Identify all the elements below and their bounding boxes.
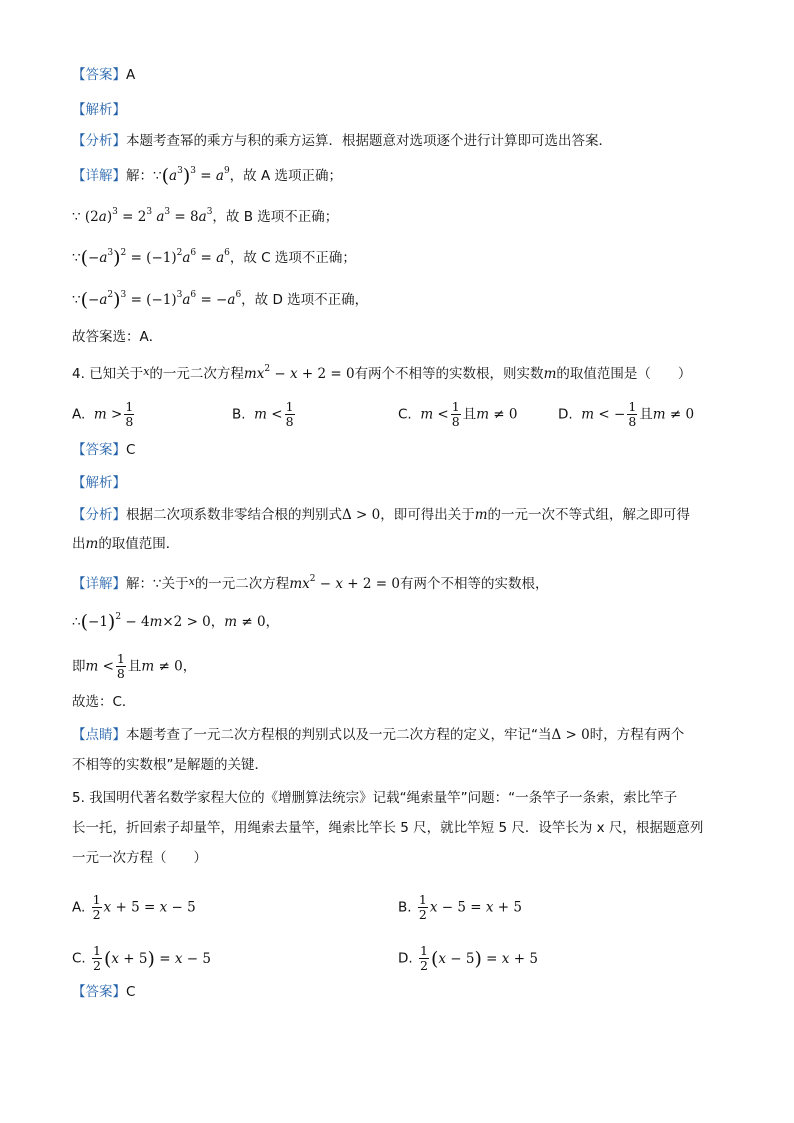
q4-step3: 即m < $\frac{1}{8}$ 且m ≠ 0， (72, 651, 197, 681)
stem-text: 一元一次方程（ ） (72, 850, 207, 866)
answer-tag: 【答案】 (72, 442, 126, 458)
q5-stem-line2 (72, 818, 703, 838)
q3-step-c (72, 248, 356, 268)
option-label: C. (72, 950, 86, 967)
q3-step-b (72, 207, 338, 227)
q3-conclusion (72, 327, 162, 347)
discriminant-formula: $\therefore(-1)^2 - 4m\times 2 > 0$，m ≠ 0 (72, 611, 266, 633)
q4-step2 (72, 612, 279, 632)
dianjing-text: 时，方程有两个 (589, 727, 685, 743)
fenxi-text: 的一元一次不等式组，解之即可得 (487, 507, 691, 523)
q4-option-b[interactable]: B. m < $\frac{1}{8}$ (232, 399, 294, 429)
option-label: A. (72, 406, 86, 423)
qie-text: 且 (462, 406, 477, 423)
stem-text: 长一托，折回索子却量竿，用绳索去量竿，绳索比竿长 5 尺，就比竿短 5 尺．设竿长为 x 尺，根据题意列 (72, 820, 704, 836)
answer-tag: 【答案】 (72, 984, 126, 1000)
step-b-text: ，故 B 选项不正确； (212, 209, 339, 225)
xiangjie-text: 有两个不相等的实数根， (399, 576, 549, 592)
analysis-tag: 【解析】 (72, 475, 126, 491)
qie-text: 且 (127, 658, 142, 675)
dianjing-tag: 【点睛】 (72, 727, 126, 743)
option-label: D. (398, 950, 413, 967)
formula-d: $\because(-a^2)^3 = (-1)^3a^6 = -a^6$ (72, 289, 242, 311)
question-number: 4. (72, 366, 85, 382)
q3-step-d (72, 290, 368, 310)
fenxi-tag: 【分析】 (72, 507, 126, 523)
q3-answer-line (72, 65, 135, 85)
dianjing-text: 不相等的实数根”是解题的关键． (72, 757, 268, 773)
q4-conclusion (72, 692, 135, 712)
step-lead: 即 (72, 658, 86, 675)
q4-dianjing-line2 (72, 755, 268, 775)
equation: $mx^2 - x + 2 = 0$ (243, 364, 355, 382)
option-label: D. (558, 406, 573, 423)
conclusion-text: 故答案选：A． (72, 329, 163, 345)
stem-text: 我国明代著名数学家程大位的《增删算法统宗》记载“绳索量竿”问题：“一条竿子一条索，索比竿子 (89, 790, 678, 806)
fenxi-text: 本题考查幂的乘方与积的乘方运算．根据题意对选项逐个进行计算即可选出答案． (126, 133, 612, 149)
xiangjie-lead: 解： (126, 168, 153, 184)
q5-stem-line3 (72, 848, 207, 868)
stem-part: 已知关于 (89, 366, 144, 382)
q5-option-a[interactable]: A. $\frac{1}{2}$ x + 5 = x − 5 (72, 892, 196, 922)
analysis-tag: 【解析】 (72, 102, 126, 118)
conclusion-text: 故选：C． (72, 694, 136, 710)
step-c-text: ，故 C 选项不正确； (229, 250, 356, 266)
q4-xiangjie-line: 【详解】解：∵关于$^x$的一元二次方程$mx^2 - x + 2 = 0$有两个不相等的实数根， (72, 574, 549, 592)
option-label: A. (72, 899, 86, 916)
q4-fenxi-line2: 出m的取值范围． (72, 536, 180, 552)
q4-option-c[interactable]: C. m < $\frac{1}{8}$ 且m ≠ 0 (398, 399, 518, 429)
formula-a: $\because(a^3)^3 = a^9$ (153, 165, 230, 187)
formula-b: ∵ $(2a)^3 = 2^3$ $a^3 = 8a^3$ (72, 207, 213, 225)
formula-c: $\because(-a^3)^2 = (-1)^2a^6 = a^6$ (72, 247, 230, 269)
stem-part: 的取值范围是（ ） (556, 366, 692, 382)
fenxi-text: 的取值范围． (98, 536, 180, 552)
option-label: B. (232, 406, 246, 423)
step-a-text: ，故 A 选项正确； (229, 168, 342, 184)
option-label: B. (398, 899, 412, 916)
xiangjie-tag: 【详解】 (72, 168, 126, 184)
q4-analysis-line (72, 473, 126, 493)
answer-value: A (126, 67, 136, 83)
xiangjie-text: 解：∵关于 (126, 576, 189, 592)
q5-option-d[interactable]: D. $\frac{1}{2}$ (x − 5) = x + 5 (398, 943, 538, 973)
step-d-text: ，故 D 选项不正确， (241, 292, 369, 308)
q4-fenxi-line1: 【分析】根据二次项系数非零结合根的判别式Δ > 0，即可得出关于m的一元一次不等式组，解之即可得 (72, 507, 691, 523)
step-end: ， (265, 614, 280, 630)
answer-value: C (126, 984, 136, 1000)
q3-analysis-line (72, 100, 126, 120)
q4-stem: 4. 已知关于$^x$的一元二次方程$mx^2 - x + 2 = 0$有两个不相等的实数根，则实数m的取值范围是（ ） (72, 364, 692, 382)
q5-option-c[interactable]: C. $\frac{1}{2}$ (x + 5) = x − 5 (72, 943, 211, 973)
q4-answer-line (72, 440, 135, 460)
q5-stem-line1 (72, 788, 677, 808)
fenxi-text: 出 (72, 536, 86, 552)
fenxi-tag: 【分析】 (72, 133, 126, 149)
stem-part: 的一元二次方程 (149, 366, 244, 382)
answer-value: C (126, 442, 136, 458)
dianjing-text: 本题考查了一元二次方程根的判别式以及一元二次方程的定义，牢记“当 (126, 727, 552, 743)
q4-dianjing-line1: 【点睛】本题考查了一元二次方程根的判别式以及一元二次方程的定义，牢记“当Δ > 0时，方程有两个 (72, 727, 685, 743)
question-number: 5. (72, 790, 85, 806)
xiangjie-text: 的一元二次方程 (194, 576, 290, 592)
option-label: C. (398, 406, 412, 423)
xiangjie-tag: 【详解】 (72, 576, 126, 592)
q5-answer-line (72, 982, 135, 1002)
q3-step-a (72, 166, 342, 186)
qie-text: 且 (639, 406, 653, 423)
stem-part: 有两个不相等的实数根，则实数 (354, 366, 544, 382)
q4-option-d[interactable]: D. m < − $\frac{1}{8}$ 且m ≠ 0 (558, 399, 695, 429)
q5-option-b[interactable]: B. $\frac{1}{2}$ x − 5 = x + 5 (398, 892, 522, 922)
step-end: ， (182, 658, 197, 675)
answer-tag: 【答案】 (72, 67, 126, 83)
q3-fenxi-line (72, 131, 612, 151)
q4-option-a[interactable]: A. m > $\frac{1}{8}$ (72, 399, 134, 429)
fenxi-text: 根据二次项系数非零结合根的判别式 (126, 507, 342, 523)
fenxi-text: ，即可得出关于 (380, 507, 475, 523)
